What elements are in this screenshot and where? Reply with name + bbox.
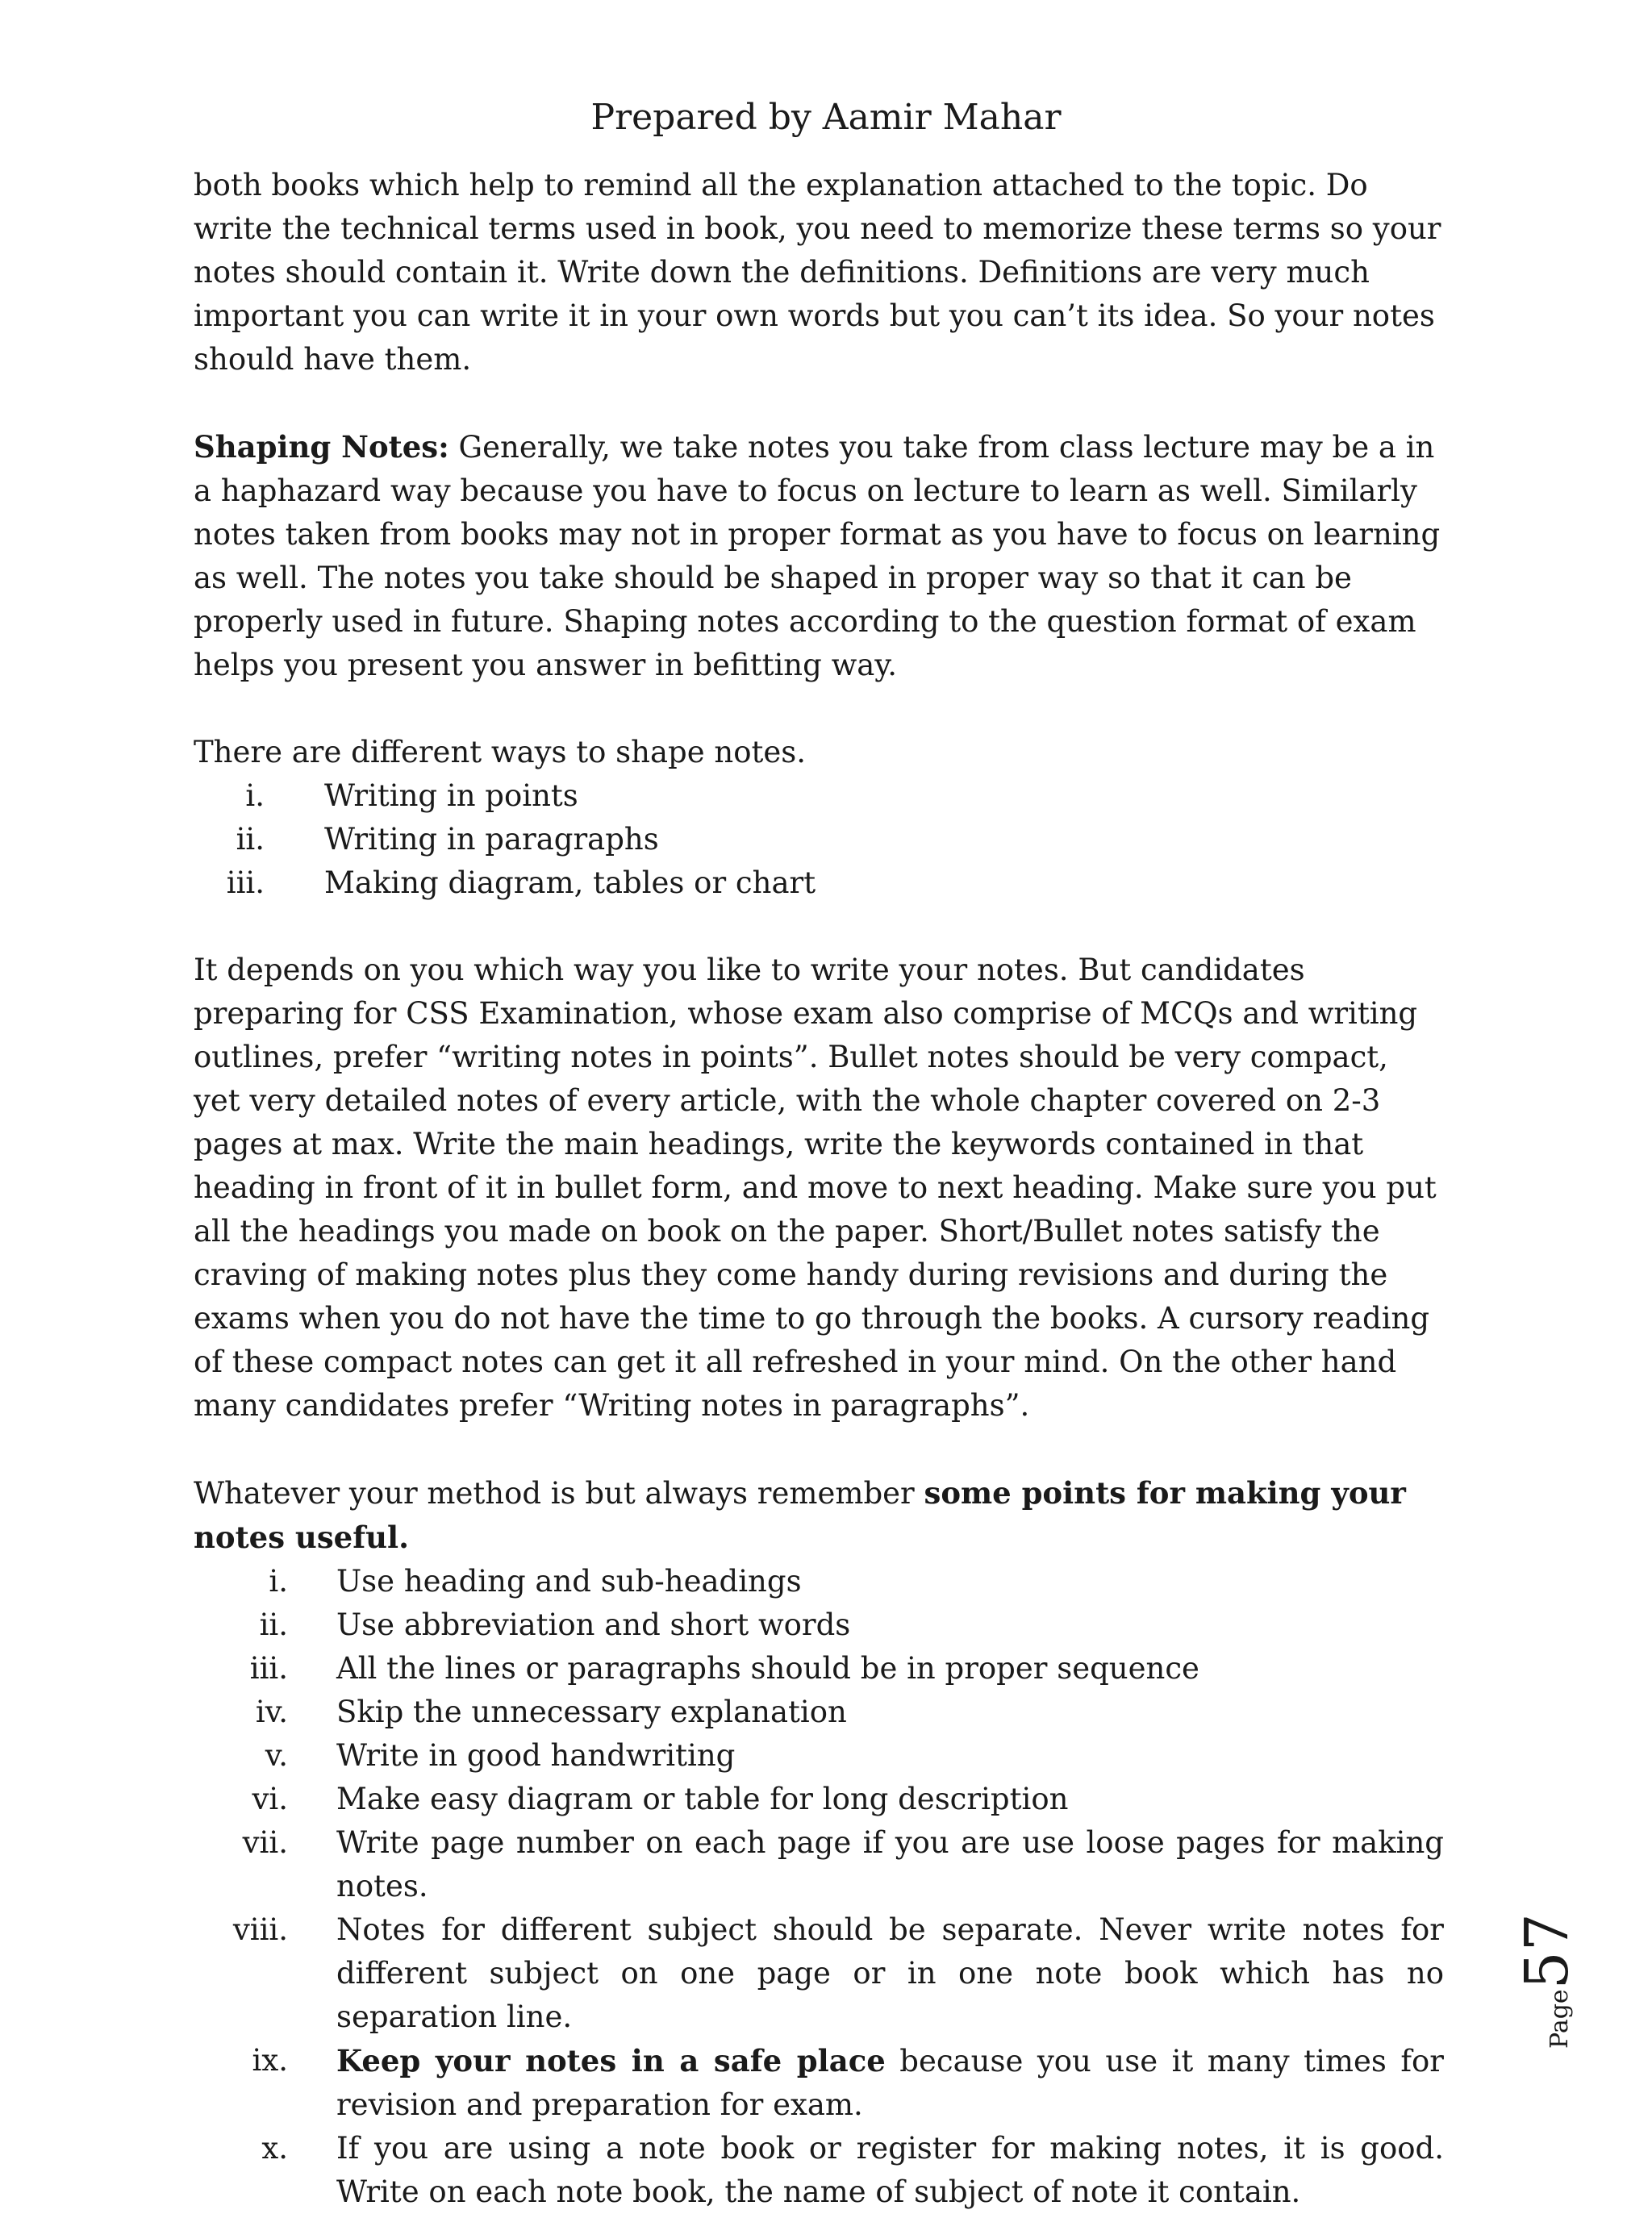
list-number: v.: [265, 1738, 288, 1773]
ways-list: [194, 774, 1444, 905]
list-number: ix.: [252, 2043, 288, 2078]
list-text: Write page number on each page if you are use loose pages for making notes.: [336, 1825, 1444, 1903]
list-item: [194, 1778, 1444, 1821]
whatever-paragraph: [194, 1471, 1444, 1560]
list-text: Use heading and sub-headings: [336, 1564, 802, 1599]
list-item: [194, 1821, 1444, 1908]
list-text: If you are using a note book or register for making notes, it is good. Write on each note book, the name of subject of note it contain.: [336, 2131, 1444, 2209]
depends-paragraph: It depends on you which way you like to write your notes. But candidates preparing for CSS Examination, whose exam also comprise of MCQs and writing outlines, prefer “writing notes in points”. Bullet notes should be very compact, yet very detailed notes of every article, with the whole chapter covered on 2-3 pages at max. Write the main headings, write the keywords contained in that heading in front of it in bullet form, and move to next heading. Make sure you put all the headings you made on book on the paper. Short/Bullet notes satisfy the craving of making notes plus they come handy during revisions and during the exams when you do not have the time to go through the books. A cursory reading of these compact notes can get it all refreshed in your mind. On the other hand many candidates prefer “Writing notes in paragraphs”.: [194, 953, 1437, 1423]
page-header: Prepared by Aamir Mahar: [590, 97, 1062, 138]
list-text: Notes for different subject should be separate. Never write notes for different subject on one page or in one note book which has no separation line.: [336, 1912, 1444, 2034]
ways-intro: There are different ways to shape notes.: [194, 735, 807, 769]
list-text: Making diagram, tables or chart: [324, 865, 816, 900]
whatever-bold: some points for making your notes useful.: [194, 1475, 1406, 1555]
list-number: iii.: [226, 865, 265, 900]
list-item: [194, 1908, 1444, 2039]
list-item: [194, 2039, 1444, 2127]
page-number-block: [1512, 1887, 1582, 2049]
list-number: ii.: [259, 1607, 288, 1642]
list-number: i.: [269, 1564, 288, 1599]
page-number: 57: [1512, 1913, 1582, 1990]
list-item: [194, 818, 1444, 861]
list-text: Use abbreviation and short words: [336, 1607, 851, 1642]
list-item: [194, 1647, 1444, 1691]
list-number: viii.: [232, 1912, 288, 1947]
list-number: i.: [245, 778, 265, 813]
list-number: vii.: [242, 1825, 288, 1860]
intro-paragraph: both books which help to remind all the explanation attached to the topic. Do write the technical terms used in book, you need to memorize these terms so your notes should contain it. Write down the definitions. Definitions are very much important you can write it in your own words but you can’t its idea. So your notes should have them.: [194, 168, 1441, 377]
list-number: x.: [261, 2131, 288, 2166]
list-item: [194, 774, 1444, 818]
points-list: [194, 1560, 1444, 2214]
document-body: [194, 164, 1444, 2214]
shaping-notes-paragraph: [194, 425, 1444, 687]
list-text: Writing in points: [324, 778, 578, 813]
list-number: vi.: [252, 1782, 288, 1816]
list-text: All the lines or paragraphs should be in proper sequence: [336, 1651, 1199, 1686]
shaping-notes-text: Generally, we take notes you take from class lecture may be a in a haphazard way because you have to focus on lecture to learn as well. Similarly notes taken from books may not in proper format as you have to focus on learning as well. The notes you take should be shaped in proper way so that it can be properly used in future. Shaping notes according to the question format of exam helps you present you answer in befitting way.: [194, 430, 1441, 682]
list-number: iv.: [255, 1695, 288, 1729]
list-item: [194, 2127, 1444, 2214]
list-number: ii.: [236, 822, 265, 857]
page-word: Page: [1546, 1989, 1574, 2049]
list-item: [194, 1691, 1444, 1734]
list-text: Make easy diagram or table for long description: [336, 1782, 1069, 1816]
list-number: iii.: [249, 1651, 288, 1686]
list-item: [194, 1560, 1444, 1603]
list-text: Writing in paragraphs: [324, 822, 659, 857]
shaping-notes-label: Shaping Notes:: [194, 429, 449, 465]
list-item: [194, 1734, 1444, 1778]
whatever-text: Whatever your method is but always remember: [194, 1476, 924, 1511]
list-text: because you use it many times for revision and preparation for exam.: [336, 2044, 1444, 2122]
list-bold-text: Keep your notes in a safe place: [336, 2043, 886, 2078]
page-number-rotated: [1512, 1887, 1582, 2049]
list-item: [194, 1603, 1444, 1647]
list-text: Write in good handwriting: [336, 1738, 736, 1773]
list-item: [194, 861, 1444, 905]
list-text: Skip the unnecessary explanation: [336, 1695, 847, 1729]
